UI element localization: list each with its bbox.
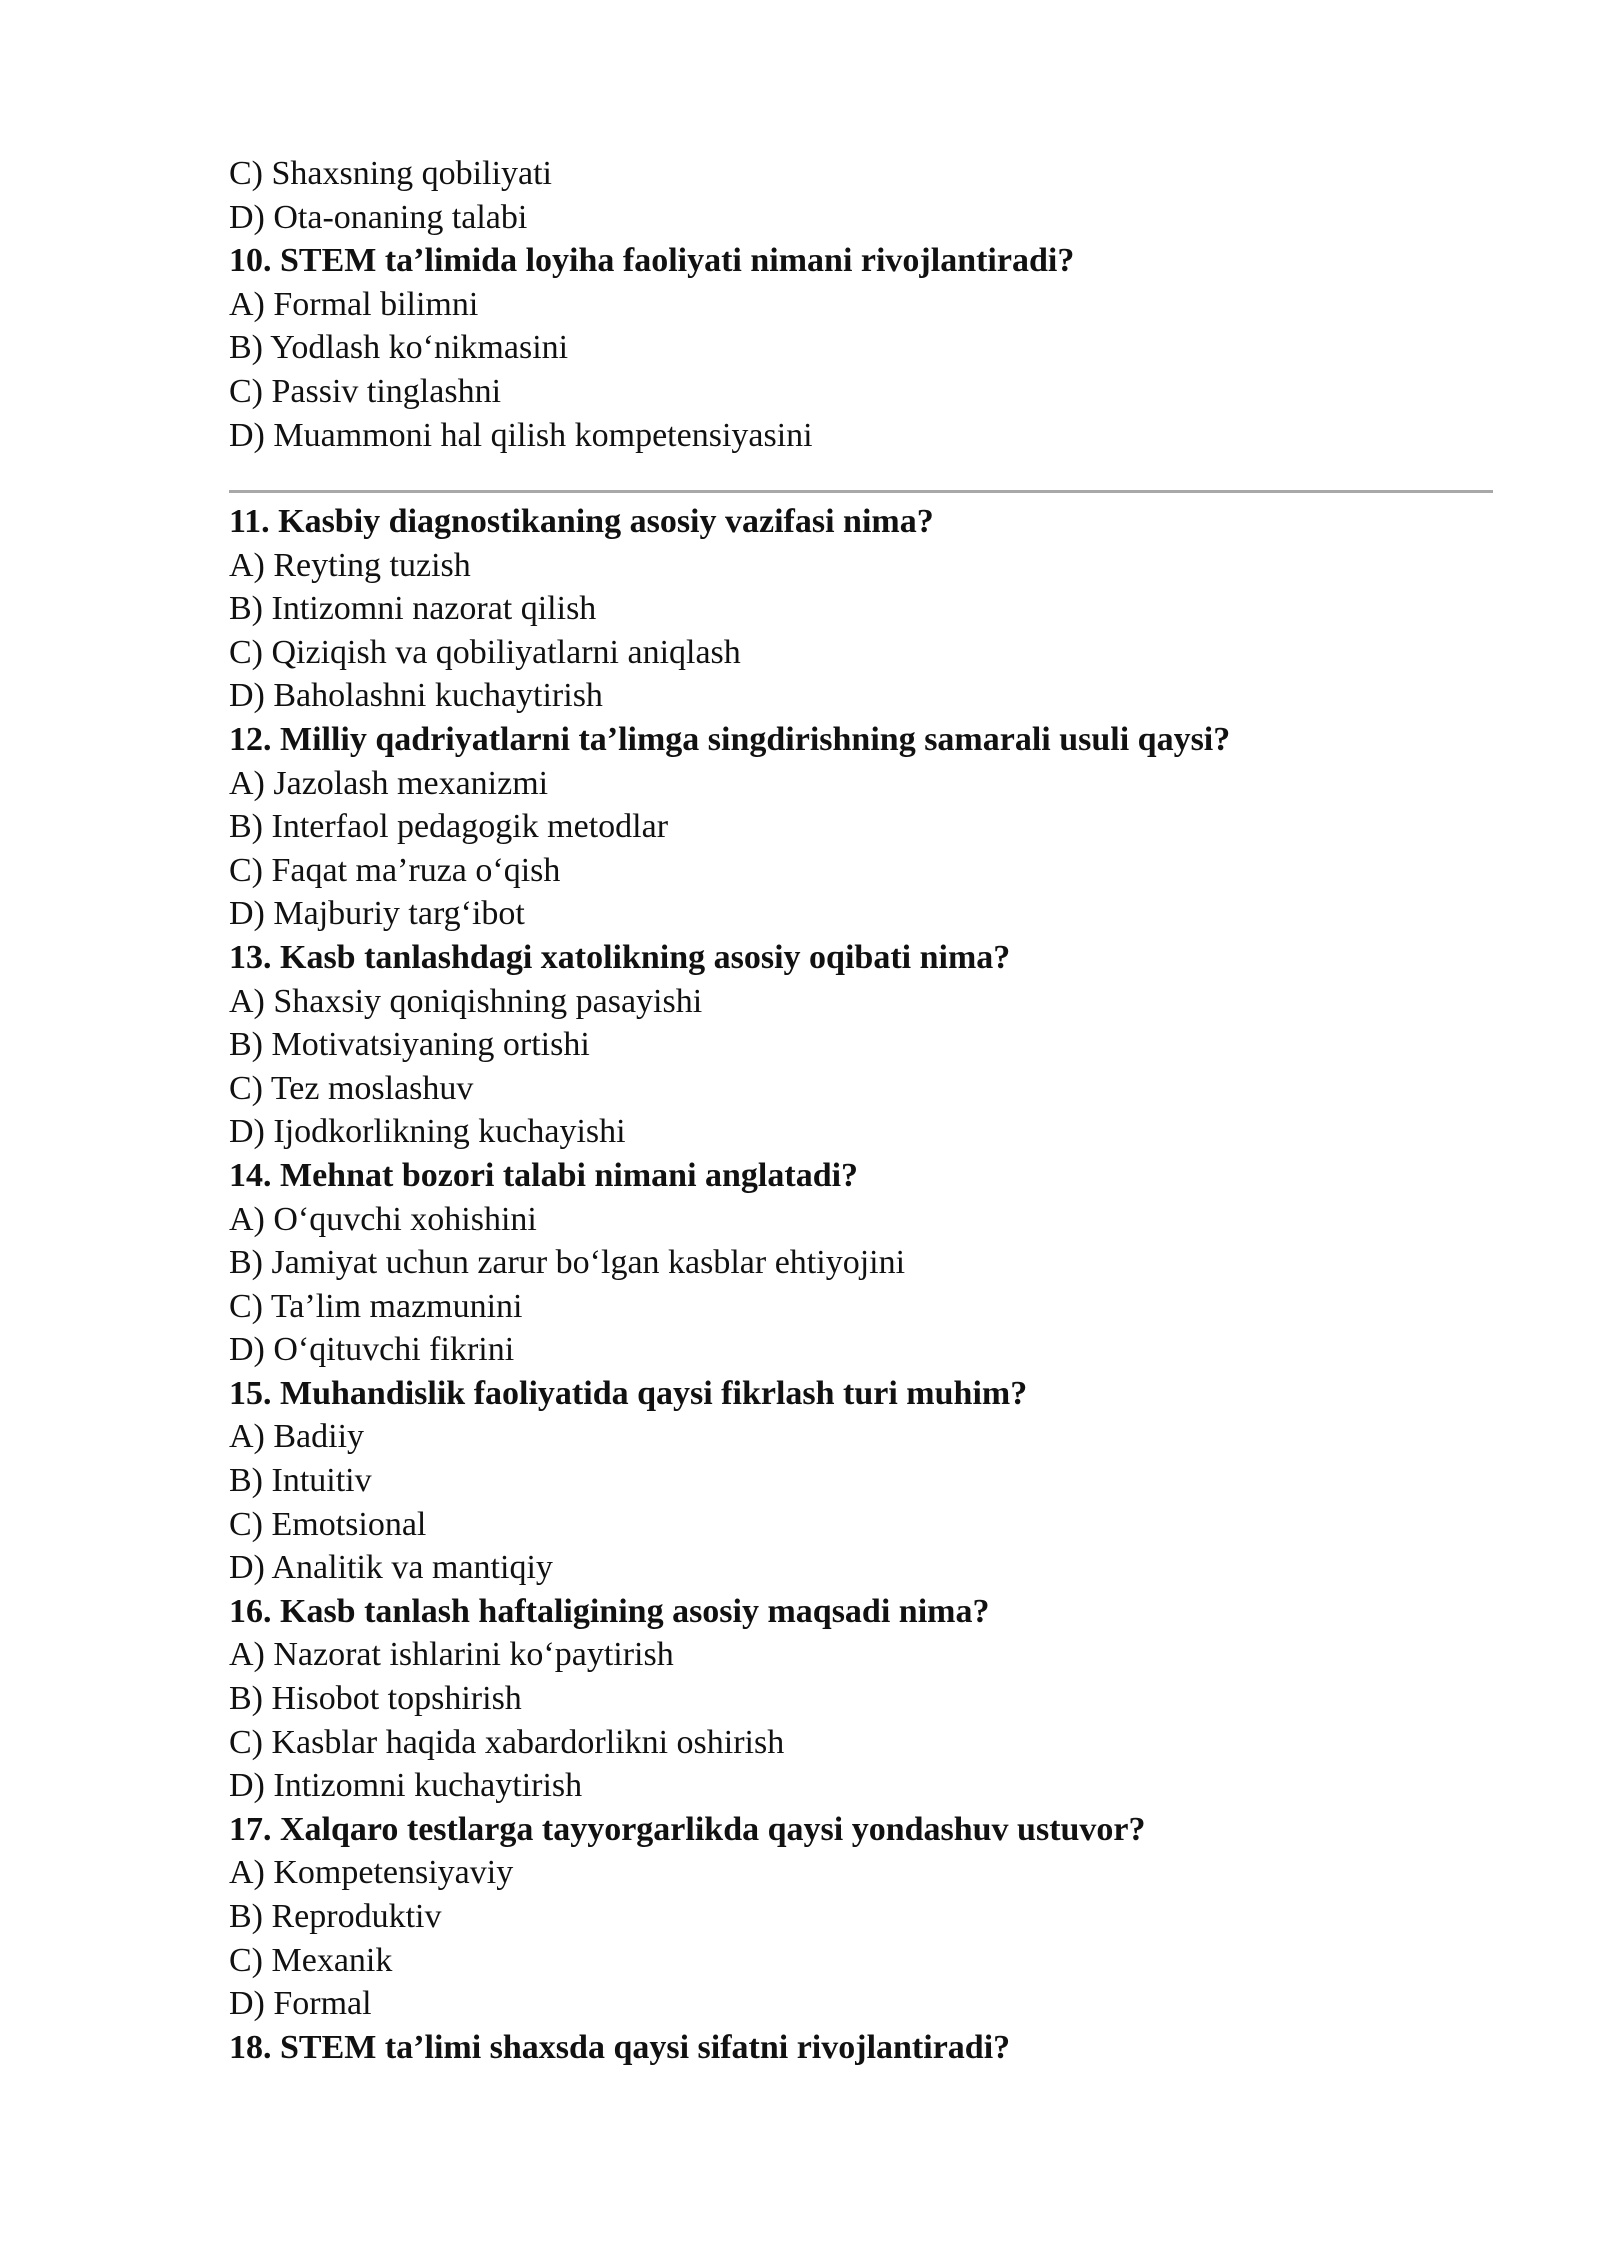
answer-option: C) Mexanik bbox=[229, 1941, 393, 1979]
answer-option: A) Badiiy bbox=[229, 1418, 365, 1456]
answer-option: D) Formal bbox=[229, 1985, 372, 2023]
answer-option: C) Shaxsning qobiliyati bbox=[229, 155, 552, 192]
answer-option: C) Qiziqish va qobiliyatlarni aniqlash bbox=[229, 633, 741, 671]
question-text: 15. Muhandislik faoliyatida qaysi fikrlash turi muhim? bbox=[229, 1374, 1028, 1412]
question-block-bottom bbox=[229, 500, 1489, 2069]
question-text: 16. Kasb tanlash haftaligining asosiy maqsadi nima? bbox=[229, 1592, 990, 1630]
answer-option: A) Nazorat ishlarini ko‘paytirish bbox=[229, 1636, 674, 1674]
answer-option: C) Kasblar haqida xabardorlikni oshirish bbox=[229, 1723, 785, 1761]
answer-option: B) Jamiyat uchun zarur bo‘lgan kasblar ehtiyojini bbox=[229, 1244, 906, 1282]
question-text: 18. STEM ta’limi shaxsda qaysi sifatni rivojlantiradi? bbox=[229, 2028, 1011, 2066]
answer-option: D) Ota-onaning talabi bbox=[229, 198, 528, 236]
answer-option: B) Reproduktiv bbox=[229, 1898, 442, 1935]
answer-option: B) Yodlash ko‘nikmasini bbox=[229, 329, 569, 367]
question-text: 10. STEM ta’limida loyiha faoliyati nimani rivojlantiradi? bbox=[229, 242, 1075, 280]
answer-option: B) Motivatsiyaning ortishi bbox=[229, 1026, 590, 1064]
answer-option: C) Tez moslashuv bbox=[229, 1069, 474, 1107]
answer-option: B) Hisobot topshirish bbox=[229, 1680, 522, 1718]
answer-option: B) Interfaol pedagogik metodlar bbox=[229, 808, 669, 846]
answer-option: D) Baholashni kuchaytirish bbox=[229, 677, 603, 715]
question-block-top bbox=[229, 152, 1489, 457]
answer-option: A) O‘quvchi xohishini bbox=[229, 1200, 537, 1238]
question-text: 14. Mehnat bozori talabi nimani anglatadi? bbox=[229, 1156, 859, 1194]
question-text: 17. Xalqaro testlarga tayyorgarlikda qaysi yondashuv ustuvor? bbox=[229, 1810, 1146, 1848]
answer-option: C) Faqat ma’ruza o‘qish bbox=[229, 851, 561, 889]
answer-option: D) Analitik va mantiqiy bbox=[229, 1549, 553, 1587]
answer-option: B) Intuitiv bbox=[229, 1462, 372, 1500]
question-text: 13. Kasb tanlashdagi xatolikning asosiy oqibati nima? bbox=[229, 938, 1011, 976]
question-text: 11. Kasbiy diagnostikaning asosiy vazifasi nima? bbox=[229, 503, 934, 540]
answer-option: D) O‘qituvchi fikrini bbox=[229, 1331, 515, 1369]
answer-option: A) Formal bilimni bbox=[229, 285, 479, 323]
answer-option: B) Intizomni nazorat qilish bbox=[229, 590, 597, 628]
answer-option: D) Majburiy targ‘ibot bbox=[229, 895, 525, 933]
answer-option: D) Intizomni kuchaytirish bbox=[229, 1767, 583, 1805]
answer-option: D) Muammoni hal qilish kompetensiyasini bbox=[229, 416, 813, 454]
answer-option: C) Ta’lim mazmunini bbox=[229, 1287, 523, 1325]
answer-option: A) Reyting tuzish bbox=[229, 546, 471, 584]
answer-option: C) Emotsional bbox=[229, 1505, 427, 1543]
answer-option: D) Ijodkorlikning kuchayishi bbox=[229, 1113, 626, 1151]
answer-option: C) Passiv tinglashni bbox=[229, 372, 502, 410]
answer-option: A) Jazolash mexanizmi bbox=[229, 764, 549, 802]
horizontal-divider bbox=[229, 490, 1493, 493]
answer-option: A) Kompetensiyaviy bbox=[229, 1854, 514, 1892]
question-text: 12. Milliy qadriyatlarni ta’limga singdirishning samarali usuli qaysi? bbox=[229, 720, 1231, 758]
answer-option: A) Shaxsiy qoniqishning pasayishi bbox=[229, 982, 703, 1020]
